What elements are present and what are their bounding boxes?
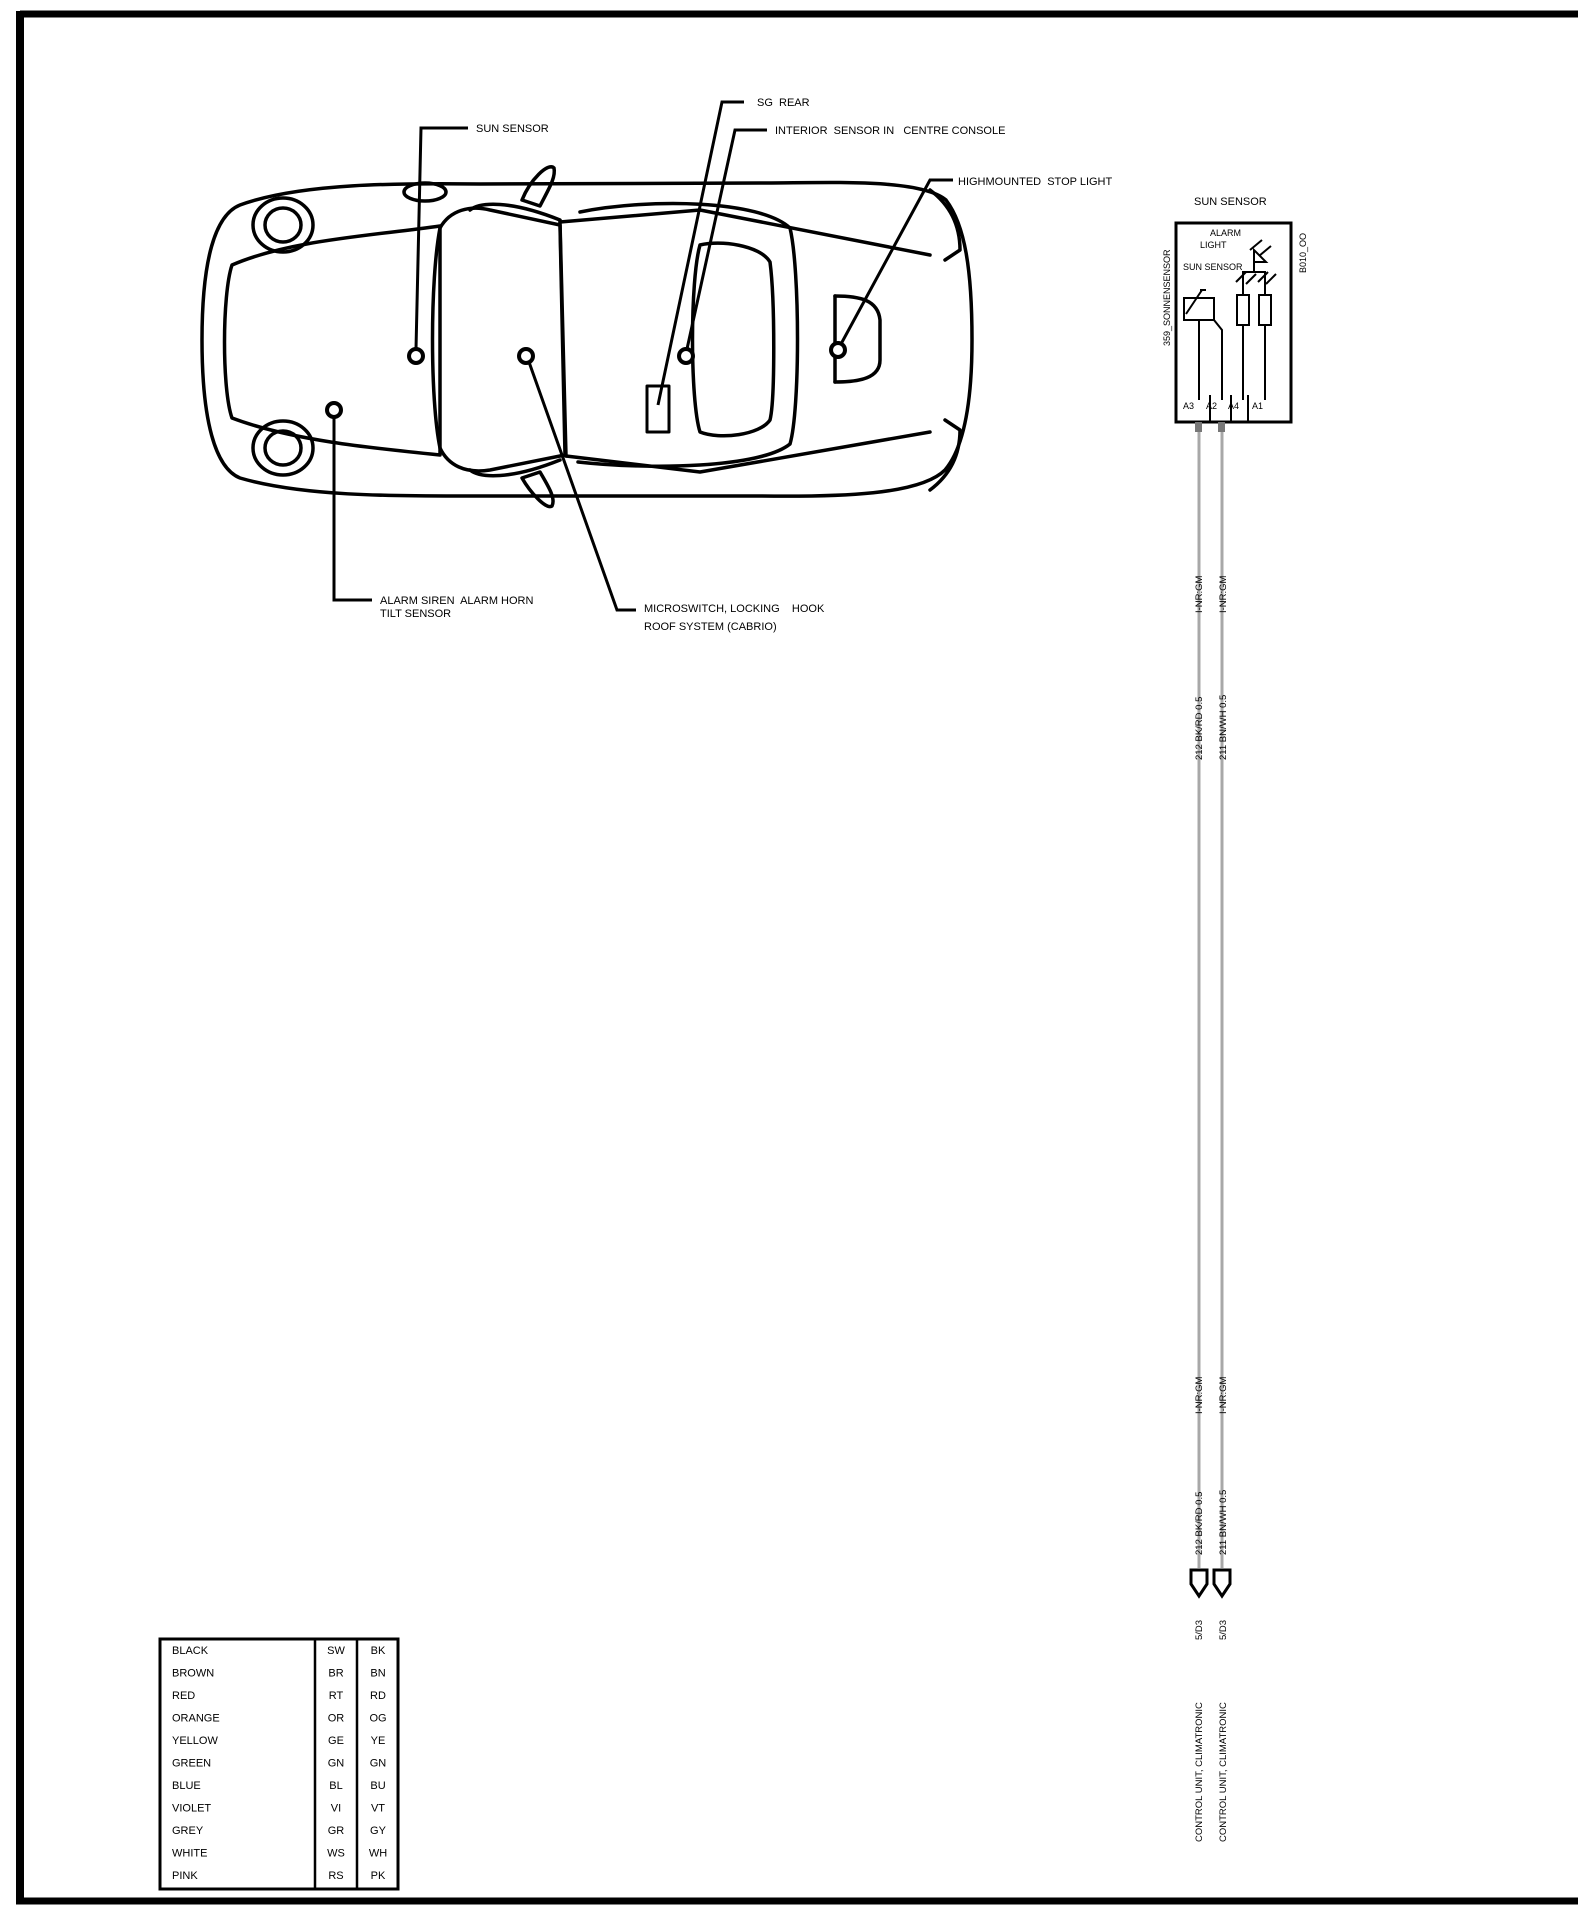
legend-code-en: WH — [368, 1847, 388, 1860]
callouts — [327, 102, 953, 610]
legend-code-de: GR — [327, 1825, 345, 1837]
alarm-light-line1: ALARM — [1210, 228, 1242, 238]
legend-color-name: BLACK — [172, 1645, 209, 1657]
sun-sensor-block — [1162, 196, 1308, 422]
legend-row — [172, 1870, 386, 1882]
wire-211-connector: 5/D3 — [1218, 1619, 1229, 1640]
label-alarm-siren-line2: TILT SENSOR — [380, 608, 452, 620]
legend-row — [172, 1825, 387, 1837]
legend-code-de: BR — [328, 1667, 344, 1680]
legend-code-de: VI — [330, 1802, 342, 1815]
wire-212-net-top: I-NR:GM — [1194, 575, 1205, 613]
sensor-left-code: 359_SONNENSENSOR — [1162, 249, 1172, 346]
alarm-light-line2: LIGHT — [1200, 240, 1227, 250]
legend-row — [172, 1713, 387, 1725]
microswitch-marker — [519, 349, 533, 363]
label-alarm-siren-line1: ALARM SIREN ALARM HORN — [380, 595, 534, 607]
legend-color-name: WHITE — [172, 1847, 208, 1860]
legend-code-en: GY — [370, 1825, 386, 1837]
legend-code-en: BN — [370, 1667, 386, 1680]
wire-212 — [1191, 422, 1207, 1842]
legend-color-name: YELLOW — [172, 1735, 218, 1747]
legend-code-de: GE — [328, 1735, 344, 1747]
legend-color-name: RED — [172, 1690, 196, 1702]
legend-code-de: RS — [328, 1870, 344, 1882]
legend-code-de: BL — [329, 1780, 343, 1792]
interior-sensor-leader — [687, 130, 767, 349]
microswitch-leader — [529, 362, 636, 610]
legend-code-en: BU — [370, 1780, 386, 1792]
legend-color-name: ORANGE — [172, 1712, 220, 1725]
pin-a3: A3 — [1183, 401, 1195, 411]
legend-color-name: GREEN — [172, 1757, 212, 1770]
legend-code-de: RT — [328, 1690, 344, 1702]
wire-212-connector-arrow — [1191, 1570, 1207, 1596]
legend-code-en: VT — [370, 1802, 386, 1815]
legend-row — [172, 1668, 386, 1680]
sun-sensor-marker — [409, 349, 423, 363]
legend-code-de: OR — [327, 1712, 345, 1725]
legend-code-de: GN — [327, 1757, 345, 1770]
stop-light-marker — [831, 343, 845, 357]
label-interior-sensor: INTERIOR SENSOR IN CENTRE CONSOLE — [775, 125, 1006, 137]
label-sg-rear: SG REAR — [757, 97, 810, 109]
legend-code-de: SW — [327, 1645, 345, 1657]
interior-sensor-marker — [679, 349, 693, 363]
legend-row — [172, 1758, 386, 1770]
color-legend — [160, 1639, 398, 1889]
pin-a2: A2 — [1206, 401, 1218, 411]
sensor-right-code: B010_OO — [1298, 232, 1308, 273]
sun-sensor-leader — [416, 128, 468, 349]
label-stop-light: HIGHMOUNTED STOP LIGHT — [958, 176, 1113, 188]
wire-211-destination: CONTROL UNIT, CLIMATRONIC — [1218, 1702, 1229, 1842]
legend-color-name: PINK — [172, 1870, 198, 1882]
wire-212-label-bottom: 212 BK/RD 0.5 — [1194, 1491, 1205, 1555]
legend-row — [172, 1645, 386, 1657]
legend-color-name: VIOLET — [172, 1802, 212, 1815]
legend-code-en: RD — [370, 1690, 386, 1702]
legend-code-en: BK — [370, 1645, 386, 1657]
legend-row — [172, 1848, 387, 1860]
wire-211-net-top: I-NR:GM — [1218, 575, 1229, 613]
wire-212-destination: CONTROL UNIT, CLIMATRONIC — [1194, 1702, 1205, 1842]
label-microswitch-line1: MICROSWITCH, LOCKING HOOK — [644, 603, 825, 615]
legend-color-name: BROWN — [172, 1667, 215, 1680]
sun-sensor-inner-label: SUN SENSOR — [1183, 262, 1243, 272]
label-microswitch-line2: ROOF SYSTEM (CABRIO) — [644, 621, 777, 633]
label-sun-sensor: SUN SENSOR — [476, 123, 549, 135]
legend-color-name: GREY — [172, 1825, 204, 1837]
car-labels — [380, 97, 1113, 633]
wire-211-label-bottom: 211 BN/WH 0.5 — [1218, 1489, 1229, 1555]
sensor-housing — [1176, 223, 1291, 422]
wire-211-net-bottom: I-NR:GM — [1218, 1376, 1229, 1414]
legend-code-en: YE — [370, 1735, 386, 1747]
legend-color-name: BLUE — [172, 1780, 201, 1792]
wire-212-connector: 5/D3 — [1194, 1619, 1205, 1640]
legend-row — [172, 1803, 385, 1815]
legend-row — [172, 1780, 386, 1792]
wire-212-net-bottom: I-NR:GM — [1194, 1376, 1205, 1414]
legend-code-en: OG — [369, 1712, 387, 1725]
legend-code-en: PK — [370, 1870, 386, 1882]
legend-row — [172, 1735, 385, 1747]
wire-211 — [1214, 422, 1230, 1842]
pin-a4: A4 — [1228, 401, 1240, 411]
wire-212-label-top: 212 BK/RD 0.5 — [1194, 696, 1205, 760]
stop-light-leader — [841, 180, 953, 344]
sensor-block-title: SUN SENSOR — [1194, 196, 1267, 208]
legend-code-en: GN — [369, 1757, 387, 1770]
legend-code-de: WS — [327, 1847, 345, 1860]
legend-row — [172, 1690, 386, 1702]
alarm-siren-marker — [327, 403, 341, 417]
wire-211-connector-arrow — [1214, 1570, 1230, 1596]
wire-211-label-top: 211 BN/WH 0.5 — [1218, 694, 1229, 760]
pin-a1: A1 — [1252, 401, 1264, 411]
car-top-view — [202, 167, 972, 507]
